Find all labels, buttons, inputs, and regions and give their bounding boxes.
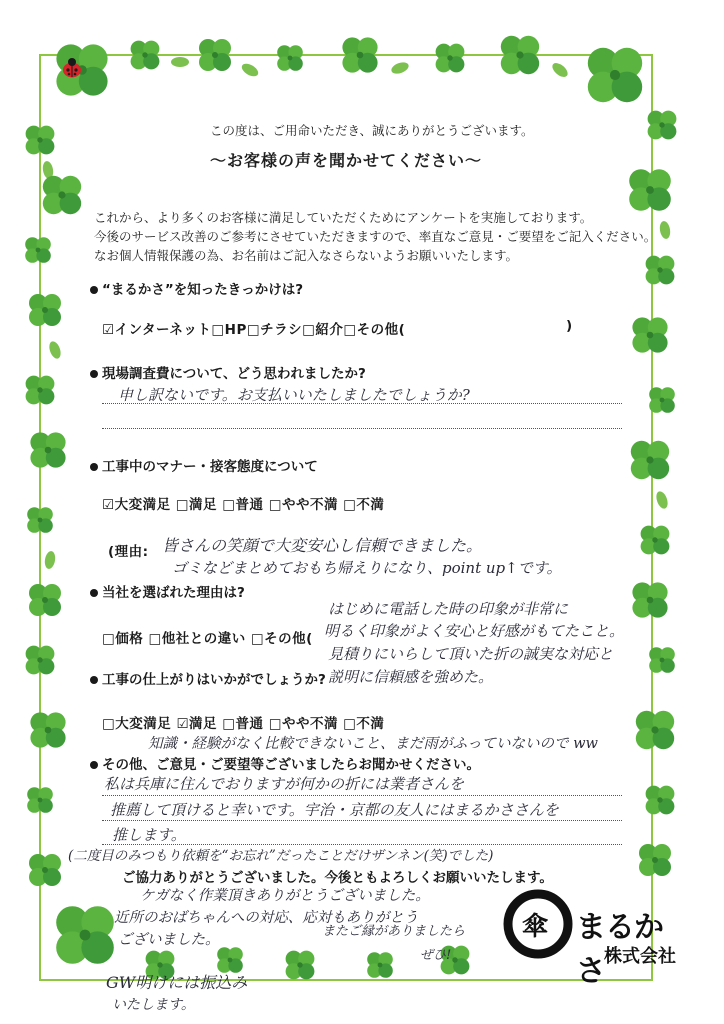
closing-message: ご協力ありがとうございました。今後ともよろしくお願いいたします。 [122,870,553,886]
question-3-answer-1: 皆さんの笑顔で大変安心し信頼できました。 [162,536,483,555]
bullet-icon [90,676,98,684]
question-4-answer-4: 説明に信頼感を強めた。 [328,668,494,686]
logo-brand: まるかさ [576,910,663,989]
question-3-label: 工事中のマナー・接客態度について [90,455,318,475]
footer-note-6: GW明けには振込み [106,973,248,992]
bullet-icon [90,463,98,471]
question-6-answer-2: 推薦して頂けると幸いです。宇治・京都の友人にはまるかささんを [110,801,559,819]
logo-seal-text: 傘 [522,912,549,942]
footer-note-5: ぜひ! [420,948,452,963]
question-4-options[interactable]: □価格 □他社との違い □その他( [102,631,313,647]
answer-line [102,795,622,796]
question-5-options[interactable]: □大変満足 ☑満足 □普通 □やや不満 □不満 [102,716,385,732]
answer-line [102,428,622,429]
answer-line [102,820,622,821]
question-4-answer-3: 見積りにいらして頂いた折の誠実な対応と [328,645,614,663]
question-1-close-paren: ) [566,318,573,334]
question-5-label: 工事の仕上がりはいかがでしょうか? [90,668,326,688]
bullet-icon [90,761,98,769]
intro-line-3: なお個人情報保護の為、お名前はご記入なさらないようお願いいたします。 [94,248,519,263]
question-6-answer-1: 私は兵庫に住んでおりますが何かの折には業者さんを [104,775,465,793]
question-1-label: “まるかさ”を知ったきっかけは? [90,278,303,298]
question-3-reason-label: (理由: [108,544,149,560]
bullet-icon [90,286,98,294]
footer-note-4: またご縁がありましたら [322,924,466,939]
question-3-answer-2: ゴミなどまとめておもち帰えりになり、point up↑です。 [172,559,562,577]
footer-note-2: 近所のおばちゃんへの対応、応対もありがとう [114,910,419,926]
question-6-label: その他、ご意見・ご要望等ございましたらお聞かせください。 [90,753,480,773]
greeting-text: この度は、ご用命いただき、誠にありがとうございます。 [210,123,534,138]
question-3-options[interactable]: ☑大変満足 □満足 □普通 □やや不満 □不満 [102,497,385,513]
question-4-answer-2: 明るく印象がよく安心と好感がもてたこと。 [324,622,625,640]
question-1-options[interactable]: ☑インターネット□HP□チラシ□紹介□その他( [102,322,406,338]
logo-company: 株式会社 [604,946,676,967]
footer-note-3: ございました。 [118,932,220,948]
question-4-label: 当社を選ばれた理由は? [90,581,245,601]
intro-line-2: 今後のサービス改善のご参考にさせていただきますので、率直なご意見・ご要望をご記入ください。 [94,229,657,244]
question-2-answer: 申し訳ないです。お支払いいたしましたでしょうか? [118,386,470,404]
bullet-icon [90,589,98,597]
intro-line-1: これから、より多くのお客様に満足していただくためにアンケートを実施しております。 [94,210,593,225]
page-title: ～お客様の声を聞かせてください～ [210,151,483,170]
company-logo [500,880,690,989]
question-4-answer-1: はじめに電話した時の印象が非常に [328,600,569,618]
question-6-answer-4: (二度目のみつもり依頼を“お忘れ”だったことだけザンネン(笑)でした) [68,848,494,864]
question-6-answer-3: 推します。 [112,826,186,844]
bullet-icon [90,370,98,378]
footer-note-1: ケガなく作業頂きありがとうございました。 [140,888,430,904]
question-2-label: 現場調査費について、どう思われましたか? [90,362,366,382]
question-5-answer: 知識・経験がなく比較できないこと、まだ雨がふっていないので ww [148,736,598,752]
answer-line [102,403,622,404]
footer-note-7: いたします。 [112,997,195,1013]
